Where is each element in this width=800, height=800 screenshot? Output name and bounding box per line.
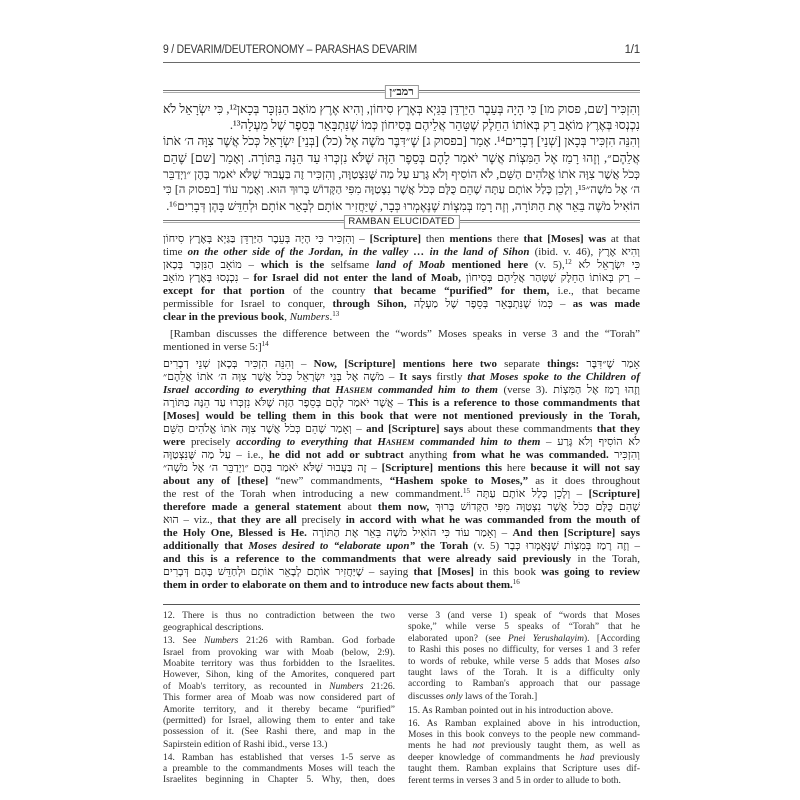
elucidated-line: [163, 397, 640, 410]
text-run: –: [366, 462, 382, 474]
text-run: Pnei Yerushalayim: [508, 633, 584, 644]
text-run: on the other side of the Jordan, in the valley … in the land of Sihon: [187, 246, 530, 258]
hebrew-lemma: וְהִנֵּה הִזְכִּיר בְּכָאן שְׁנֵי דְבָרִים: [163, 358, 294, 370]
ramban-section-label: רמב״ן: [384, 85, 418, 99]
text-run: verse 3 (and verse 1) speak of “words that Moses: [408, 611, 640, 621]
text-run: ,: [284, 311, 290, 323]
text-run: deeper knowledge of commandments he: [408, 752, 581, 763]
elucidated-line: [163, 488, 640, 501]
hebrew-lemma: לֹא הוֹסִיף וְלֹא גָּרַע: [557, 436, 641, 448]
footnote-line: [408, 753, 640, 764]
text-run: Numbers: [289, 311, 330, 323]
text-run: previously: [594, 752, 640, 763]
hebrew-lemma: עַל מַה שֶּׁנִּצְטַוָּה: [163, 449, 232, 461]
footnote-line: [408, 622, 640, 633]
hebrew-lemma: וְהִיא אֶרֶץ: [598, 246, 640, 258]
text-run: the Holy One, Blessed is He.: [163, 527, 313, 539]
text-run: ments he had: [408, 741, 473, 752]
text-run: mentioned here: [444, 259, 529, 271]
footnote-line: [163, 705, 395, 716]
hebrew-lemma: וְזֶה רָמַז בְּמִצְוֹת שֶׁנֶּאֶמְרוּ כְּבָר: [504, 540, 630, 552]
text-run: 14. Ramban has established that verses 1-5 serve as: [163, 752, 395, 763]
text-run: in the Torah,: [571, 553, 640, 565]
text-run: 13. See: [163, 636, 205, 647]
text-run: according to Ramban's approach that our passage: [408, 679, 640, 690]
elucidated-line: [163, 527, 640, 540]
footnote-line: [163, 611, 395, 622]
footnote-line: [163, 739, 395, 750]
text-run: laws of the Torah.]: [462, 690, 538, 702]
text-run: elaborated upon? (see: [408, 633, 508, 644]
text-run: –: [238, 272, 254, 284]
text-run: that they are all: [217, 514, 302, 526]
text-run: anything: [409, 449, 453, 461]
elucidated-line: [163, 233, 640, 246]
text-run: ferent terms in verses 3 and 5 in order to allude to both.: [408, 775, 621, 787]
elucidated-line: [163, 341, 640, 354]
text-run: Now, [Scripture] mentions here two: [313, 358, 505, 370]
text-run: –: [629, 272, 640, 284]
text-run: [Scripture] mentions this: [381, 462, 507, 474]
footnote-line: [408, 668, 640, 679]
text-run: things:: [547, 358, 587, 370]
elucidated-line: [163, 311, 640, 324]
running-head-title: 9 / DEVARIM/DEUTERONOMY – PARASHAS DEVARIM: [163, 44, 417, 56]
text-run: 21:26.: [363, 681, 395, 692]
footnote-line: [408, 730, 640, 741]
text-run: 16. As Ramban explained above in his introduction,: [408, 718, 640, 729]
footnote-line: [163, 648, 395, 659]
text-run: “new” commandments,: [275, 475, 390, 487]
text-run: ). [According: [583, 633, 640, 644]
footnote-line: [163, 753, 395, 764]
ramban-line: כְּכֹל אֲשֶׁר צִוָּה אֹתוֹ אֱלֹהִים הַשֵּׁם, לֹא הוֹסִיף וְלֹא גָּרַע עַל מַה שֶּׁנִּצְטַוָּה, וְהִזְכִּיר זֶה בַּעֲבוּר שֶׁלֹּא יֹאמַר בָּהֶן ״וַיְדַבֵּר: [163, 166, 640, 181]
text-run: [Moses] would be telling them in this book that were not mentioned previously in the Torah,: [163, 410, 640, 422]
text-run: Moabite territory was thus forbidden to the Israelites.: [163, 659, 395, 670]
ramban-line: וְהִנֵּה הִזְכִּיר בְּכָאן [שְׁנֵי] דְבָרִים¹⁴. אָמַר [בפסוק ג] שֶׁ״דִּבֶּר מֹשֶׁה אֶל (כל) [בְּנֵי] יִשְׂרָאֵל כְּכֹל אֲשֶׁר צִוָּה ה׳ אֹתוֹ: [163, 134, 640, 149]
text-run: [Scripture]: [588, 488, 640, 500]
text-run: through Sihon,: [332, 298, 414, 310]
footnote-line: [408, 679, 640, 690]
footnote-ref[interactable]: 13: [332, 310, 340, 318]
text-run: mentioned in verse 5:]: [163, 341, 262, 353]
text-run: Moses in this book conveys to the people new command-: [408, 729, 640, 740]
text-run: mentions: [449, 233, 492, 245]
text-run: (ibid. v. 46),: [529, 246, 599, 258]
text-run: –: [241, 259, 261, 271]
text-run: geographical descriptions.: [163, 622, 264, 634]
footnote-line: [408, 691, 640, 702]
text-run: in accord with what he was commanded from the mouth of: [345, 514, 640, 526]
footnote-rule: [163, 604, 640, 605]
text-run: of Moab's territory, as recounted in: [163, 681, 330, 692]
elucidated-line: [163, 553, 640, 566]
hebrew-lemma: וְאָמַר עוֹד כִּי הוֹאִיל מֹשֶׁה בֵּאֵר אֶת הַתּוֹרָה: [312, 527, 497, 539]
ramban-line: הוֹאִיל מֹשֶׁה בֵּאֵר אֶת הַתּוֹרָה, וְזֶה רָמַז בְּמִצְוֹת שֶׁנֶּאֶמְרוּ כְּבָר, שֶׁיַּחֲזִיר אוֹתָם לְבָאֵר אוֹתָם וּלְחַדֵּשׁ בָּהֶן דְּבָרִים¹⁶.: [166, 199, 640, 214]
text-run: 15. As Ramban pointed out in his introduction above.: [408, 704, 614, 716]
text-run: However, Sihon, king of the Amorites, conquered part: [163, 670, 395, 681]
elucidated-line: [163, 462, 640, 475]
text-run: commanded him to them: [372, 384, 498, 396]
footnote-line: [163, 670, 395, 681]
text-run: them now,: [377, 501, 436, 513]
footnote-line: [163, 764, 395, 775]
hebrew-lemma: הוּא: [163, 514, 179, 526]
ramban-line: וְהִזְכִּיר [שם, פסוק מו] כִּי הָיָה בְּעֵבֶר הַיַּרְדֵּן בַּגַּיְא בְּאֶרֶץ סִיחוֹן, וְהִיא אֶרֶץ מוֹאָב הַנִּזְכָּר בְּכָאן¹², כִּי יִשְׂרָאֵל לֹא: [163, 102, 641, 116]
elucidated-line: [163, 579, 640, 592]
text-run: the rest of the Torah when introducing a new commandment.: [163, 488, 463, 500]
text-run: –: [383, 371, 400, 383]
text-run: 21:26 with Ramban. God forbade: [238, 636, 395, 647]
text-run: and [Scripture] says: [366, 423, 468, 435]
hebrew-lemma: אָמַר שֶׁ״דִּבֶּר: [586, 358, 640, 370]
text-run: to Rashi this poses no difficulty, for verses 1 and 3 refer: [408, 645, 640, 656]
text-run: (permitted) for Israel, allowing them to enter and take: [163, 716, 395, 727]
text-run: [Ramban discusses the difference between the “words” Moses speaks in verse 3 and the “Torah”: [170, 328, 640, 340]
footnote-line: [163, 622, 395, 633]
text-run: [Scripture]: [369, 233, 421, 245]
footnote-ref[interactable]: 14: [261, 340, 269, 348]
text-run: that [Moses]: [413, 566, 474, 578]
text-run: the Torah: [414, 540, 469, 552]
text-run: Hashem: [377, 436, 415, 448]
footnote-line: [408, 611, 640, 622]
text-run: that [Moses] was: [523, 233, 607, 245]
footnote-line: [408, 705, 640, 716]
elucidated-line: [163, 410, 640, 423]
hebrew-lemma: וְזֶהוּ רָמַז אֶל הַמִּצְוֹת: [553, 384, 641, 396]
hebrew-lemma: רַק בְּאוֹתוֹ הַחֵלֶק שֶׁטָּהַר אֲלֵיהֶם בְּסִיחוֹן: [465, 272, 630, 284]
elucidated-line: [163, 285, 640, 298]
text-run: –: [570, 488, 589, 500]
footnote-ref[interactable]: 12: [564, 258, 572, 266]
text-run: – saying: [363, 566, 414, 578]
text-run: clear in the previous book: [163, 311, 285, 323]
text-run: Hashem: [335, 384, 373, 396]
text-run: taught them. Ramban explains that Scripture uses dif-: [408, 764, 640, 775]
text-run: possession of it. (See Rashi there, and map in the: [163, 727, 395, 738]
elucidated-line: [163, 371, 640, 384]
text-run: precisely: [301, 514, 346, 526]
text-run: and this is a reference to the commandments that were already said previously: [163, 553, 572, 565]
text-run: Numbers: [204, 636, 239, 647]
text-run: of the country: [284, 285, 374, 297]
elucidated-line: [163, 298, 640, 311]
text-run: spoke,” while verse 5 speaks of “Torah” that he: [408, 622, 640, 633]
footnote-line: [163, 636, 395, 647]
hebrew-lemma: כְּמוֹ שֶׁנִּתְבָּאֵר בְּסֵפֶר שֶׁל מַעְלָה: [413, 298, 553, 310]
header-rule: [163, 62, 640, 63]
footnote-line: [163, 716, 395, 727]
footnotes-right-column: [408, 611, 640, 787]
elucidated-line: [163, 259, 640, 272]
text-run: permissible for Israel to conquer,: [163, 298, 333, 310]
hebrew-lemma: מֹשֶׁה אֶל בְּנֵי יִשְׂרָאֵל כְּכֹל אֲשֶׁר צִוָּה ה׳ אֹתוֹ אֲלֵהֶם״: [163, 371, 384, 383]
text-run: commanded him to them: [414, 436, 541, 448]
hebrew-lemma: שֶׁיַּחֲזִיר אוֹתָם לְבָאֵר אוֹתָם וּלְחַדֵּשׁ בָּהֶם דְּבָרִים: [163, 566, 364, 578]
hebrew-lemma: כִּי יִשְׂרָאֵל לֹא: [578, 259, 640, 271]
footnote-line: [408, 764, 640, 775]
text-run: as it does throughout: [528, 475, 640, 487]
hebrew-lemma: שֶׁהֵם כֻּלָּם כְּכֹל אֲשֶׁר נִצְטַוָּה מִפִּי הַקָּדוֹשׁ בָּרוּךְ: [435, 501, 640, 513]
elucidated-line: [163, 358, 640, 371]
text-run: (v. 5): [468, 540, 505, 552]
elucidated-line: [163, 436, 640, 449]
hebrew-lemma: וְהִזְכִּיר כִּי הָיָה בְּעֵבֶר הַיַּרְדֵּן בַּגַּיְא בְּאֶרֶץ סִיחוֹן: [163, 233, 355, 245]
text-run: for Israel did not enter the land of Moab,: [253, 272, 466, 284]
text-run: taught laws of the Torah. It is a difficulty only: [408, 667, 640, 678]
elucidated-line: [163, 566, 640, 579]
text-run: –: [552, 298, 573, 310]
text-run: – viz.,: [178, 514, 218, 526]
text-run: to words of rebuke, while verse 5 adds that Moses: [408, 656, 625, 667]
elucidated-line: [163, 540, 640, 553]
text-run: Numbers: [329, 681, 364, 692]
text-run: (v. 5),: [528, 259, 565, 271]
ramban-line: ה׳ אֶל מֹשֶׁה״¹⁵, וְלָכֵן כָּלַל אוֹתָם עַתָּה שֶׁהֵם כֻּלָּם כְּכֹל אֲשֶׁר נִצְטַוָּה מִפִּי הַקָּדוֹשׁ בָּרוּךְ הוּא. וְאָמַר עוֹד [בפסוק ה] כִּי: [163, 182, 641, 196]
hebrew-lemma: זֶה בַּעֲבוּר שֶׁלֹּא יֹאמַר בָּהֶם ״וַיְדַבֵּר ה׳ אֶל מֹשֶׁה״: [163, 462, 367, 474]
text-run: And then [Scripture] says: [512, 527, 640, 539]
text-run: that they: [596, 423, 641, 435]
text-run: separate: [504, 358, 547, 370]
text-run: This former area of Moab was now considered part of: [163, 693, 395, 704]
text-run: therefore made a general statement: [163, 501, 348, 513]
text-run: “Hashem spoke to Moses,”: [389, 475, 529, 487]
text-run: that became “purified” for them,: [373, 285, 550, 297]
text-run: –: [540, 436, 558, 448]
text-run: 12. There is thus no contradiction between the two: [163, 611, 395, 621]
hebrew-lemma: מוֹאָב הַנִּזְכָּר בְּכָאן: [163, 259, 242, 271]
text-run: (verse 3).: [497, 384, 554, 396]
text-run: because it will not say: [530, 462, 641, 474]
footnote-line: [163, 682, 395, 693]
text-run: Israel according to everything that: [163, 384, 336, 396]
text-run: which is the: [260, 259, 332, 271]
text-run: –: [629, 540, 640, 552]
ramban-section-divider: [163, 85, 640, 99]
ramban-line: נִכְנְסוּ בְּאֶרֶץ מוֹאָב רַק בְּאוֹתוֹ הַחֵלֶק שֶׁטָּהַר אֲלֵיהֶם בְּסִיחוֹן כְּמוֹ שֶׁנִּתְבָּאֵר בְּסֵפֶר שֶׁל מַעְלָה¹³.: [229, 118, 640, 133]
text-run: at that: [606, 233, 641, 245]
text-run: about: [347, 501, 378, 513]
elucidated-line: [163, 449, 640, 462]
ramban-line: אֲלֵהֶם״, וְזֶהוּ רָמַז אֶל הַמִּצְוֹת אֲשֶׁר יֹאמַר לָהֶם בְּסֵפֶר הַזֶּה שֶׁלֹּא נִזְכְּרוּ עַד הֵנָּה בַּתּוֹרָה. וְאָמַר [שם] שֶׁהֵם: [163, 150, 640, 165]
footnote-line: [408, 741, 640, 752]
text-run: It says: [399, 371, 437, 383]
text-run: them in order to elaborate on them and to introduce new facts about them.: [163, 579, 513, 591]
elucidated-line: [163, 272, 640, 285]
text-run: he did not add or subtract: [268, 449, 410, 461]
text-run: –: [351, 423, 367, 435]
text-run: were: [163, 436, 191, 448]
footnote-line: [163, 727, 395, 738]
text-run: precisely: [190, 436, 237, 448]
text-run: about any of [these]: [163, 475, 276, 487]
hebrew-lemma: וְהִזְכִּיר: [614, 449, 640, 461]
text-run: land of Moab: [376, 259, 445, 271]
footnote-line: [163, 775, 395, 786]
text-run: as was made: [572, 298, 641, 310]
text-run: then: [420, 233, 450, 245]
elucidated-text: [163, 233, 640, 592]
elucidated-line: [163, 384, 640, 397]
text-run: about these commandments: [467, 423, 597, 435]
text-run: according to everything that: [236, 436, 378, 448]
hebrew-lemma: נִכְנְסוּ בְּאֶרֶץ מוֹאָב: [163, 272, 239, 284]
text-run: in this book: [473, 566, 542, 578]
footnote-ref[interactable]: 15: [462, 487, 470, 495]
text-run: from what he was commanded.: [452, 449, 615, 461]
footnote-line: [163, 659, 395, 670]
text-run: Israelites beginning in Chapter 5. Why, then, does: [163, 775, 395, 786]
page-indicator: 1/1: [624, 44, 640, 56]
footnote-line: [408, 719, 640, 730]
text-run: [572, 259, 579, 271]
hebrew-lemma: וְאָמַר שֶׁהֵם כְּכֹל אֲשֶׁר צִוָּה אֹתוֹ אֱלֹהִים הַשֵּׁם: [163, 423, 352, 435]
text-run: .: [329, 311, 333, 323]
footnote-line: [408, 657, 640, 668]
footnote-line: [408, 645, 640, 656]
footnotes-left-column: [163, 611, 395, 787]
text-run: Israel from provoking war with Moab (below, 2:9).: [163, 647, 395, 658]
text-run: – i.e.,: [231, 449, 269, 461]
text-run: Amorite territory, and it thereby became “purified”: [163, 704, 395, 715]
text-run: –: [354, 233, 370, 245]
text-run: –: [393, 397, 408, 409]
text-run: time: [163, 246, 188, 258]
running-header: [163, 44, 640, 60]
text-run: Moses desired to “elaborate upon”: [248, 540, 415, 552]
text-run: that Moses spoke to the Children of: [467, 371, 640, 383]
text-run: a preamble to the commandments Moses will teach the: [163, 764, 395, 775]
footnote-line: [408, 634, 640, 645]
elucidated-section-label: RAMBAN ELUCIDATED: [343, 215, 459, 229]
footnote-line: [408, 775, 640, 786]
text-run: previously taught them, as well as: [484, 741, 640, 752]
hebrew-lemma: וְלָכֵן כָּלַל אוֹתָם עַתָּה: [476, 488, 571, 500]
text-run: i.e., that became: [549, 285, 640, 297]
text-run: here: [506, 462, 531, 474]
text-run: selfsame: [331, 259, 377, 271]
elucidated-line: [163, 328, 640, 341]
text-run: –: [293, 358, 314, 370]
ramban-hebrew-text: [163, 101, 640, 214]
elucidated-line: [163, 423, 640, 436]
text-run: –: [496, 527, 513, 539]
elucidated-line: [163, 514, 640, 527]
text-run: firstly: [436, 371, 468, 383]
text-run: not: [472, 741, 485, 752]
text-run: there: [491, 233, 524, 245]
text-run: Sapirstein edition of Rashi ibid., verse 13.): [163, 738, 328, 750]
elucidated-line: [163, 475, 640, 488]
hebrew-lemma: אֲשֶׁר יֹאמַר לָהֶם בְּסֵפֶר הַזֶּה שֶׁלֹּא נִזְכְּרוּ עַד הֵנָּה בַּתּוֹרָה: [163, 397, 394, 409]
footnote-line: [163, 693, 395, 704]
text-run: also: [624, 656, 640, 667]
text-run: only: [446, 690, 463, 702]
text-run: had: [580, 752, 595, 763]
text-run: This is a reference to those commandments that: [407, 397, 641, 409]
text-run: discusses: [408, 690, 447, 702]
text-run: was going to review: [541, 566, 641, 578]
text-run: additionally that: [163, 540, 249, 552]
elucidated-section-divider: [163, 215, 640, 229]
text-run: except for that portion: [163, 285, 285, 297]
footnote-ref[interactable]: 16: [512, 578, 520, 586]
elucidated-line: [163, 501, 640, 514]
